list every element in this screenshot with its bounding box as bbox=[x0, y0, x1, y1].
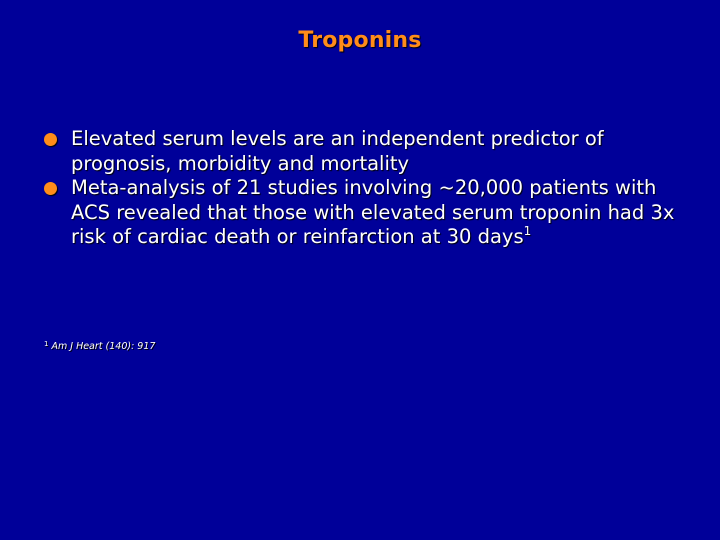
citation-superscript: 1 bbox=[523, 224, 532, 238]
slide-title: Troponins bbox=[298, 28, 422, 53]
bullet-text: Elevated serum levels are an independent predictor of prognosis, morbidity and mortality bbox=[71, 127, 604, 175]
footnote-marker: 1 bbox=[44, 340, 49, 348]
bullet-list bbox=[44, 127, 684, 250]
bullet-item bbox=[44, 176, 684, 250]
footnote bbox=[44, 341, 155, 352]
bullet-text: Meta-analysis of 21 studies involving ~20,000 patients with ACS revealed that those with elevated serum troponin had 3x risk of cardiac death or reinfarction at 30 days bbox=[71, 176, 675, 248]
footnote-text: Am J Heart (140): 917 bbox=[51, 341, 156, 352]
bullet-dot-icon bbox=[44, 133, 57, 146]
bullet-dot-icon bbox=[44, 182, 57, 195]
bullet-item bbox=[44, 127, 684, 176]
